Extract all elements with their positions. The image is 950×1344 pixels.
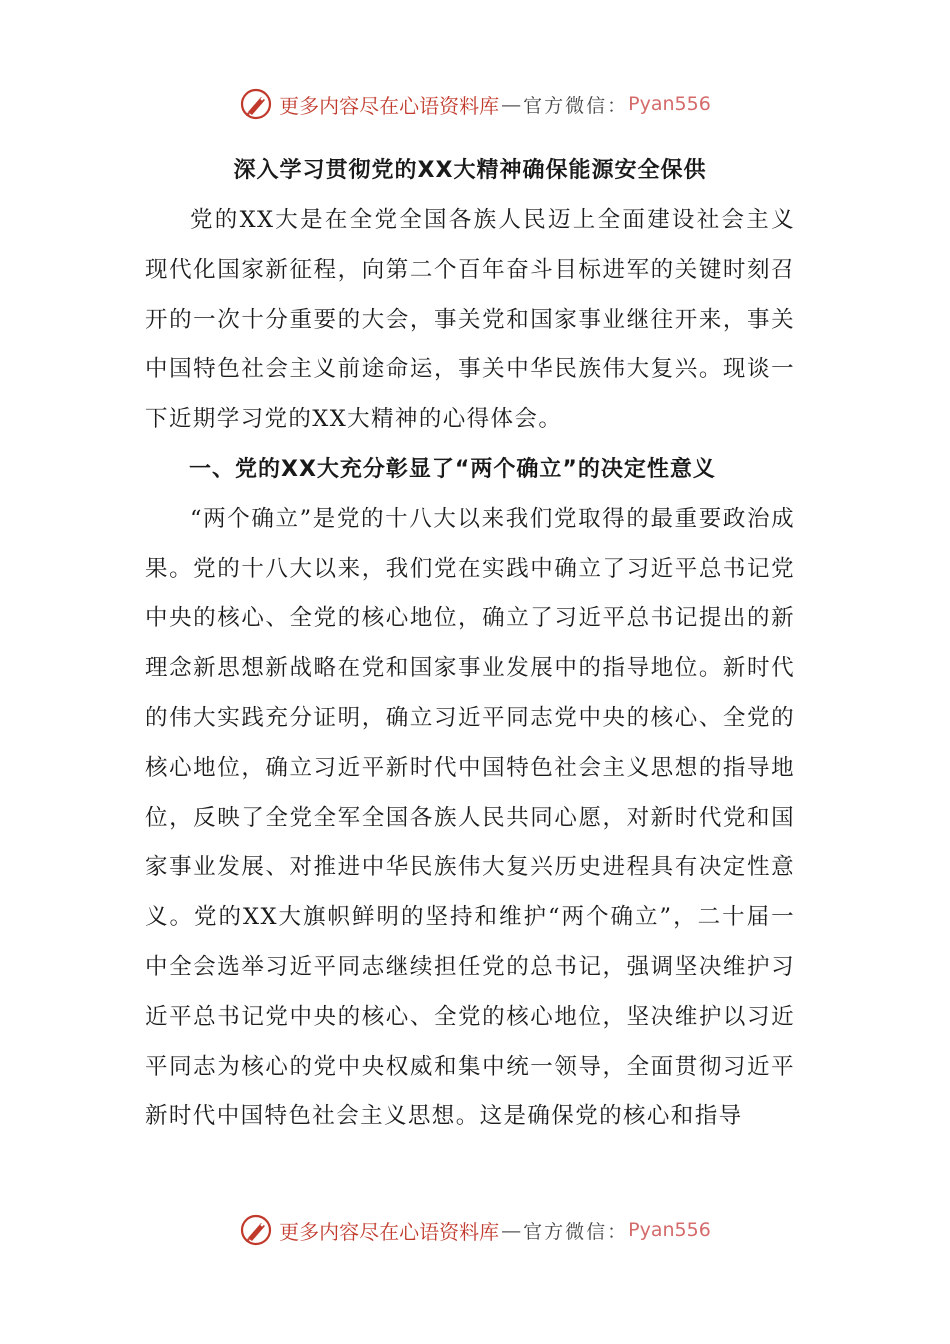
watermark-dash: — (501, 1218, 522, 1242)
pen-nib-icon (239, 87, 273, 121)
section-heading-1: 一、党的XX大充分彰显了“两个确立”的决定性意义 (189, 456, 716, 482)
document-body (145, 150, 795, 1142)
watermark-brand: 更多内容尽在心语资料库 (279, 1219, 500, 1244)
paragraph-intro: 党的XX大是在全党全国各族人民迈上全面建设社会主义现代化国家新征程，向第二个百年奋斗目标进军的关键时刻召开的一次十分重要的大会，事关党和国家事业继往开来，事关中国特色社会主义前途命运，事关中华民族伟大复兴。现谈一下近期学习党的XX大精神的心得体会。 (145, 207, 795, 433)
pen-nib-icon (239, 1213, 273, 1247)
watermark-banner-top (0, 82, 950, 126)
document-title: 深入学习贯彻党的XX大精神确保能源安全保供 (233, 158, 707, 183)
watermark-wechat-label: 官方微信： (523, 94, 629, 117)
paragraph-section-1: “两个确立”是党的十八大以来我们党取得的最重要政治成果。党的十八大以来，我们党在实践中确立了习近平总书记党中央的核心、全党的核心地位，确立了习近平总书记提出的新理念新思想新战略在党和国家事业发展中的指导地位。新时代的伟大实践充分证明，确立习近平同志党中央的核心、全党的核心地位，确立习近平新时代中国特色社会主义思想的指导地位，反映了全党全军全国各族人民共同心愿，对新时代党和国家事业发展、对推进中华民族伟大复兴历史进程具有决定性意义。党的XX大旗帜鲜明的坚持和维护“两个确立”，二十届一中全会选举习近平同志继续担任党的总书记，强调坚决维护习近平总书记党中央的核心、全党的核心地位，坚决维护以习近平同志为核心的党中央权威和集中统一领导，全面贯彻习近平新时代中国特色社会主义思想。这是确保党的核心和指导 (145, 505, 795, 1130)
watermark-wechat-id: Pyan556 (628, 93, 711, 115)
watermark-wechat-id: Pyan556 (628, 1219, 711, 1241)
watermark-wechat-label: 官方微信： (523, 1220, 629, 1243)
watermark-banner-bottom (0, 1208, 950, 1252)
watermark-brand: 更多内容尽在心语资料库 (279, 93, 500, 118)
watermark-dash: — (501, 92, 522, 116)
